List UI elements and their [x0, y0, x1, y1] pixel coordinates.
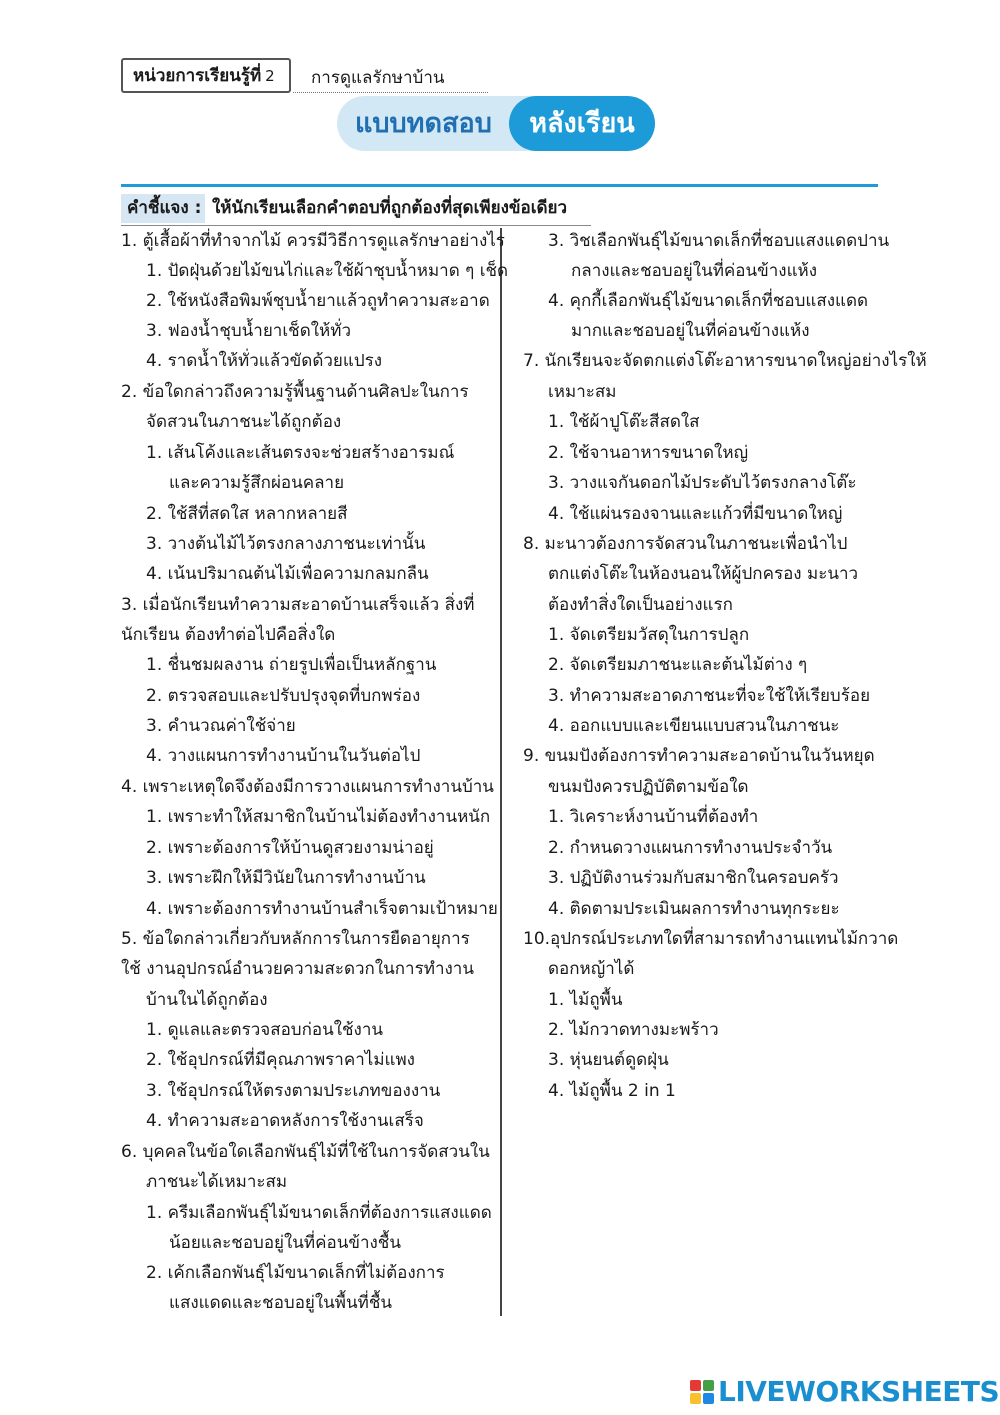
q5-option-1: 1. ดูแลและตรวจสอบก่อนใช้งาน — [146, 1020, 384, 1040]
question-6-cont: ภาชนะได้เหมาะสม — [146, 1172, 288, 1192]
q9-option-3: 3. ปฏิบัติงานร่วมกับสมาชิกในครอบครัว — [548, 868, 839, 888]
q10-option-3: 3. หุ่นยนต์ดูดฝุ่น — [548, 1050, 669, 1070]
column-divider — [500, 228, 502, 1316]
q4-option-3: 3. เพราะฝึกให้มีวินัยในการทำงานบ้าน — [146, 868, 426, 888]
q6-option-1: 1. ครีมเลือกพันธุ์ไม้ขนาดเล็กที่ต้องการแสงแดด — [146, 1203, 492, 1223]
question-2: 2. ข้อใดกล่าวถึงความรู้พื้นฐานด้านศิลปะในการ — [121, 382, 469, 402]
q8-option-4: 4. ออกแบบและเขียนแบบสวนในภาชนะ — [548, 716, 840, 736]
question-5: 5. ข้อใดกล่าวเกี่ยวกับหลักการในการยืดอายุการ — [121, 929, 470, 949]
q3-option-4: 4. วางแผนการทำงานบ้านในวันต่อไป — [146, 746, 421, 766]
q1-option-1: 1. ปัดฝุ่นด้วยไม้ขนไก่และใช้ผ้าชุบน้ำหมาด ๆ เช็ด — [146, 261, 509, 281]
q10-option-4: 4. ไม้ถูพื้น 2 in 1 — [548, 1081, 676, 1101]
question-3: 3. เมื่อนักเรียนทำความสะอาดบ้านเสร็จแล้ว สิ่งที่ — [121, 595, 475, 615]
q2-option-1-cont: และความรู้สึกผ่อนคลาย — [169, 473, 345, 493]
q2-option-1: 1. เส้นโค้งและเส้นตรงจะช่วยสร้างอารมณ์ — [146, 443, 455, 463]
unit-title: การดูแลรักษาบ้าน — [311, 68, 445, 88]
question-7-cont: เหมาะสม — [548, 382, 617, 402]
q3-option-2: 2. ตรวจสอบและปรับปรุงจุดที่บกพร่อง — [146, 686, 421, 706]
question-7: 7. นักเรียนจะจัดตกแต่งโต๊ะอาหารขนาดใหญ่อย่างไรให้ — [523, 351, 927, 371]
test-banner — [337, 96, 655, 151]
instructions-label: คำชี้แจง : — [121, 194, 205, 223]
q2-option-3: 3. วางต้นไม้ไว้ตรงกลางภาชนะเท่านั้น — [146, 534, 426, 554]
q3-option-3: 3. คำนวณค่าใช้จ่าย — [146, 716, 296, 736]
q5-option-4: 4. ทำความสะอาดหลังการใช้งานเสร็จ — [146, 1111, 424, 1131]
instructions-text: ให้นักเรียนเลือกคำตอบที่ถูกต้องที่สุดเพียงข้อเดียว — [212, 198, 568, 218]
q4-option-4: 4. เพราะต้องการทำงานบ้านสำเร็จตามเป้าหมาย — [146, 899, 498, 919]
q1-option-4: 4. ราดน้ำให้ทั่วแล้วขัดด้วยแปรง — [146, 351, 383, 371]
logo-square-3 — [690, 1393, 701, 1404]
q6-option-1-cont: น้อยและชอบอยู่ในที่ค่อนข้างชื้น — [169, 1233, 401, 1253]
question-6: 6. บุคคลในข้อใดเลือกพันธุ์ไม้ที่ใช้ในการจัดสวนใน — [121, 1142, 490, 1162]
q10-option-2: 2. ไม้กวาดทางมะพร้าว — [548, 1020, 719, 1040]
q9-option-2: 2. กำหนดวางแผนการทำงานประจำวัน — [548, 838, 833, 858]
q6-option-3: 3. วิชเลือกพันธุ์ไม้ขนาดเล็กที่ชอบแสงแดดปาน — [548, 231, 890, 251]
q3-option-1: 1. ชื่นชมผลงาน ถ่ายรูปเพื่อเป็นหลักฐาน — [146, 655, 437, 675]
q6-option-2: 2. เค้กเลือกพันธุ์ไม้ขนาดเล็กที่ไม่ต้องการ — [146, 1263, 445, 1283]
question-1: 1. ตู้เสื้อผ้าที่ทำจากไม้ ควรมีวิธีการดูแลรักษาอย่างไร — [121, 231, 505, 251]
q4-option-1: 1. เพราะทำให้สมาชิกในบ้านไม่ต้องทำงานหนัก — [146, 807, 491, 827]
logo-square-4 — [703, 1393, 714, 1404]
q6-option-3-cont: กลางและชอบอยู่ในที่ค่อนข้างแห้ง — [571, 261, 818, 281]
q2-option-2: 2. ใช้สีที่สดใส หลากหลายสี — [146, 504, 348, 524]
logo-square-1 — [690, 1380, 701, 1391]
question-3-cont: นักเรียน ต้องทำต่อไปคือสิ่งใด — [121, 625, 336, 645]
unit-title-underline — [293, 92, 488, 93]
question-4: 4. เพราะเหตุใดจึงต้องมีการวางแผนการทำงานบ้าน — [121, 777, 494, 797]
q8-option-2: 2. จัดเตรียมภาชนะและต้นไม้ต่าง ๆ — [548, 655, 808, 675]
q6-option-4: 4. คุกกี้เลือกพันธุ์ไม้ขนาดเล็กที่ชอบแสงแดด — [548, 291, 869, 311]
q8-option-1: 1. จัดเตรียมวัสดุในการปลูก — [548, 625, 750, 645]
question-8: 8. มะนาวต้องการจัดสวนในภาชนะเพื่อนำไป — [523, 534, 848, 554]
logo-square-2 — [703, 1380, 714, 1391]
liveworksheets-logo[interactable] — [690, 1374, 1000, 1410]
q4-option-2: 2. เพราะต้องการให้บ้านดูสวยงามน่าอยู่ — [146, 838, 434, 858]
logo-grid-icon — [690, 1380, 714, 1404]
question-8-cont: ตกแต่งโต๊ะในห้องนอนให้ผู้ปกครอง มะนาว — [548, 564, 859, 584]
unit-label-box — [121, 58, 291, 93]
question-5-cont-2: บ้านในได้ถูกต้อง — [146, 990, 268, 1010]
q10-option-1: 1. ไม้ถูพื้น — [548, 990, 623, 1010]
banner-title: แบบทดสอบ — [355, 108, 492, 139]
unit-label: หน่วยการเรียนรู้ที่ — [133, 66, 262, 86]
banner-subtitle: หลังเรียน — [509, 96, 655, 151]
q6-option-4-cont: มากและชอบอยู่ในที่ค่อนข้างแห้ง — [571, 321, 810, 341]
q7-option-4: 4. ใช้แผ่นรองจานและแก้วที่มีขนาดใหญ่ — [548, 504, 843, 524]
question-9-cont: ขนมปังควรปฏิบัติตามข้อใด — [548, 777, 749, 797]
logo-text: LIVEWORKSHEETS — [718, 1375, 1000, 1408]
q8-option-3: 3. ทำความสะอาดภาชนะที่จะใช้ให้เรียบร้อย — [548, 686, 871, 706]
q1-option-2: 2. ใช้หนังสือพิมพ์ชุบน้ำยาแล้วถูทำความสะอาด — [146, 291, 490, 311]
q7-option-2: 2. ใช้จานอาหารขนาดใหญ่ — [548, 443, 749, 463]
q9-option-4: 4. ติดตามประเมินผลการทำงานทุกระยะ — [548, 899, 840, 919]
question-10-cont: ดอกหญ้าได้ — [548, 959, 635, 979]
q9-option-1: 1. วิเคราะห์งานบ้านที่ต้องทำ — [548, 807, 759, 827]
q7-option-1: 1. ใช้ผ้าปูโต๊ะสีสดใส — [548, 412, 700, 432]
q6-option-2-cont: แสงแดดและชอบอยู่ในพื้นที่ชื้น — [169, 1293, 393, 1313]
unit-number: 2 — [265, 67, 275, 85]
question-5-cont: ใช้ งานอุปกรณ์อำนวยความสะดวกในการทำงาน — [121, 959, 474, 979]
question-8-cont-2: ต้องทำสิ่งใดเป็นอย่างแรก — [548, 595, 733, 615]
header-divider — [121, 184, 878, 187]
question-9: 9. ขนมปังต้องการทำความสะอาดบ้านในวันหยุด — [523, 746, 875, 766]
q5-option-3: 3. ใช้อุปกรณ์ให้ตรงตามประเภทของงาน — [146, 1081, 441, 1101]
question-2-cont: จัดสวนในภาชนะได้ถูกต้อง — [146, 412, 342, 432]
q5-option-2: 2. ใช้อุปกรณ์ที่มีคุณภาพราคาไม่แพง — [146, 1050, 415, 1070]
q7-option-3: 3. วางแจกันดอกไม้ประดับไว้ตรงกลางโต๊ะ — [548, 473, 857, 493]
question-10: 10.อุปกรณ์ประเภทใดที่สามารถทำงานแทนไม้กวาด — [523, 929, 899, 949]
q2-option-4: 4. เน้นปริมาณต้นไม้เพื่อความกลมกลืน — [146, 564, 429, 584]
q1-option-3: 3. ฟองน้ำชุบน้ำยาเช็ดให้ทั่ว — [146, 321, 351, 341]
